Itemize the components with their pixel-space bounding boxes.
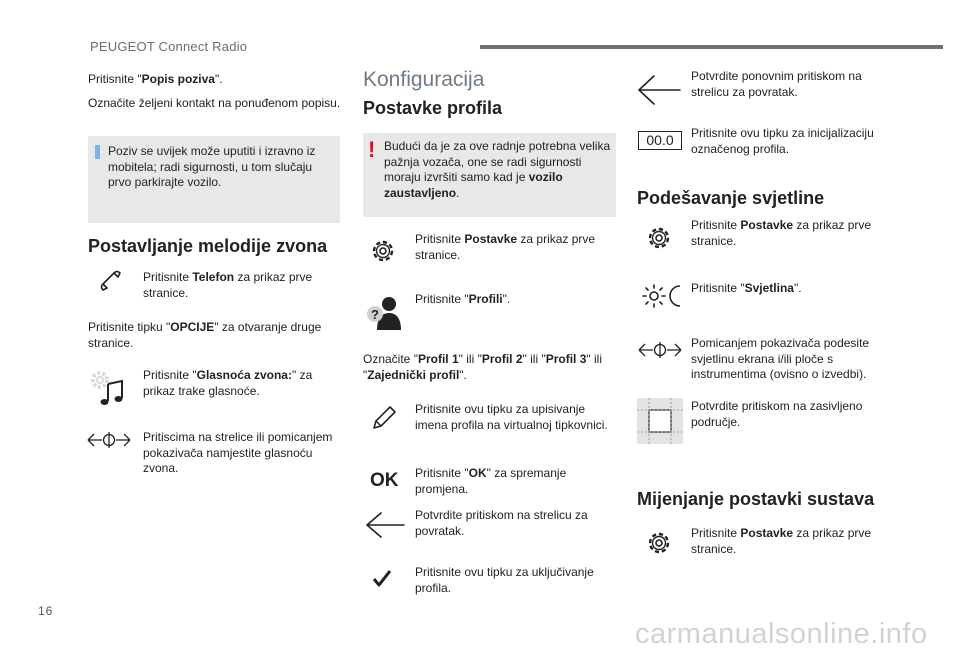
profile-settings-heading: Postavke profila xyxy=(363,98,503,118)
ringtone-heading: Postavljanje melodije zvona xyxy=(88,236,328,256)
activate-profile-step: Pritisnite ovu tipku za uključivanje profila. xyxy=(415,565,594,595)
watermark: carmanualsonline.info xyxy=(635,618,928,649)
brightness-heading: Podešavanje svjetline xyxy=(637,188,825,208)
checkmark-icon xyxy=(371,568,393,588)
call-list-step: Pritisnite "Popis poziva". xyxy=(88,72,223,86)
brightness-step: Pritisnite "Svjetlina". xyxy=(691,281,802,295)
brightness-icon xyxy=(640,282,686,310)
profiles-step: Pritisnite "Profili". xyxy=(415,292,511,306)
rename-profile-step: Pritisnite ovu tipku za upisivanje imena profila na virtualnoj tipkovnici. xyxy=(415,402,608,432)
page-number: 16 xyxy=(38,604,54,618)
confirm-grey-area-step: Potvrdite pritiskom na zasivljeno područje. xyxy=(691,399,863,429)
confirm-again-step: Potvrdite ponovnim pritiskom na strelicu za povratak. xyxy=(691,69,862,99)
slider-icon xyxy=(86,430,132,450)
pencil-icon xyxy=(370,404,398,432)
brightness-settings-step: Pritisnite Postavke za prikaz prve stranice. xyxy=(691,218,872,248)
header-rule xyxy=(480,45,943,49)
save-step: Pritisnite "OK" za spremanje promjena. xyxy=(415,466,567,496)
confirm-back-step: Potvrdite pritiskom na strelicu za povratak. xyxy=(415,508,588,538)
settings-step: Pritisnite Postavke za prikaz prve stranice. xyxy=(415,232,596,262)
select-contact-step: Označite željeni kontakt na ponuđenom popisu. xyxy=(88,96,341,110)
info-icon xyxy=(95,145,100,159)
info-note: Poziv se uvijek može uputiti i izravno iz mobitela; radi sigurnosti, u tom slučaju prvo parkirajte vozilo. xyxy=(88,136,340,223)
configuration-heading: Konfiguracija xyxy=(363,68,485,91)
profile-icon xyxy=(364,294,404,332)
settings-gear-icon xyxy=(369,237,397,265)
volume-adjust-step: Pritiscima na strelice ili pomicanjem pokazivača namjestite glasnoću zvona. xyxy=(143,430,333,475)
svg-text:?: ? xyxy=(371,307,379,322)
system-settings-step: Pritisnite Postavke za prikaz prve stranice. xyxy=(691,526,872,556)
dimmed-area-icon xyxy=(637,398,683,444)
settings-gear-icon xyxy=(645,529,673,557)
warning-note: ! Budući da je za ove radnje potrebna velika pažnja vozača, one se radi sigurnosti moraju izvršiti samo kad je vozilo zaustavljeno. xyxy=(363,133,616,217)
ringtone-settings-icon xyxy=(88,368,128,408)
phone-icon xyxy=(98,268,124,294)
running-header: PEUGEOT Connect Radio xyxy=(90,39,248,54)
back-arrow-icon xyxy=(636,73,682,107)
system-settings-heading: Mijenjanje postavki sustava xyxy=(637,489,875,509)
phone-step: Pritisnite Telefon za prikaz prve stranice. xyxy=(143,270,313,300)
brightness-adjust-step: Pomicanjem pokazivača podesite svjetlinu ekrana i/ili ploče s instrumentima (ovisno o izvedbi). xyxy=(691,336,870,381)
reset-profile-step: Pritisnite ovu tipku za inicijalizaciju označenog profila. xyxy=(691,126,874,156)
ok-icon: OK xyxy=(370,470,399,491)
select-profile-step: Označite "Profil 1" ili "Profil 2" ili "Profil 3" ili "Zajednički profil". xyxy=(363,352,602,382)
slider-icon xyxy=(637,340,683,360)
warning-icon: ! xyxy=(368,137,376,162)
settings-gear-icon xyxy=(645,224,673,252)
ringtone-volume-step: Pritisnite "Glasnoća zvona:" za prikaz trake glasnoće. xyxy=(143,368,313,398)
options-step: Pritisnite tipku "OPCIJE" za otvaranje druge stranice. xyxy=(88,320,322,350)
reset-box-icon: 00.0 xyxy=(638,131,682,150)
back-arrow-icon xyxy=(364,510,406,540)
